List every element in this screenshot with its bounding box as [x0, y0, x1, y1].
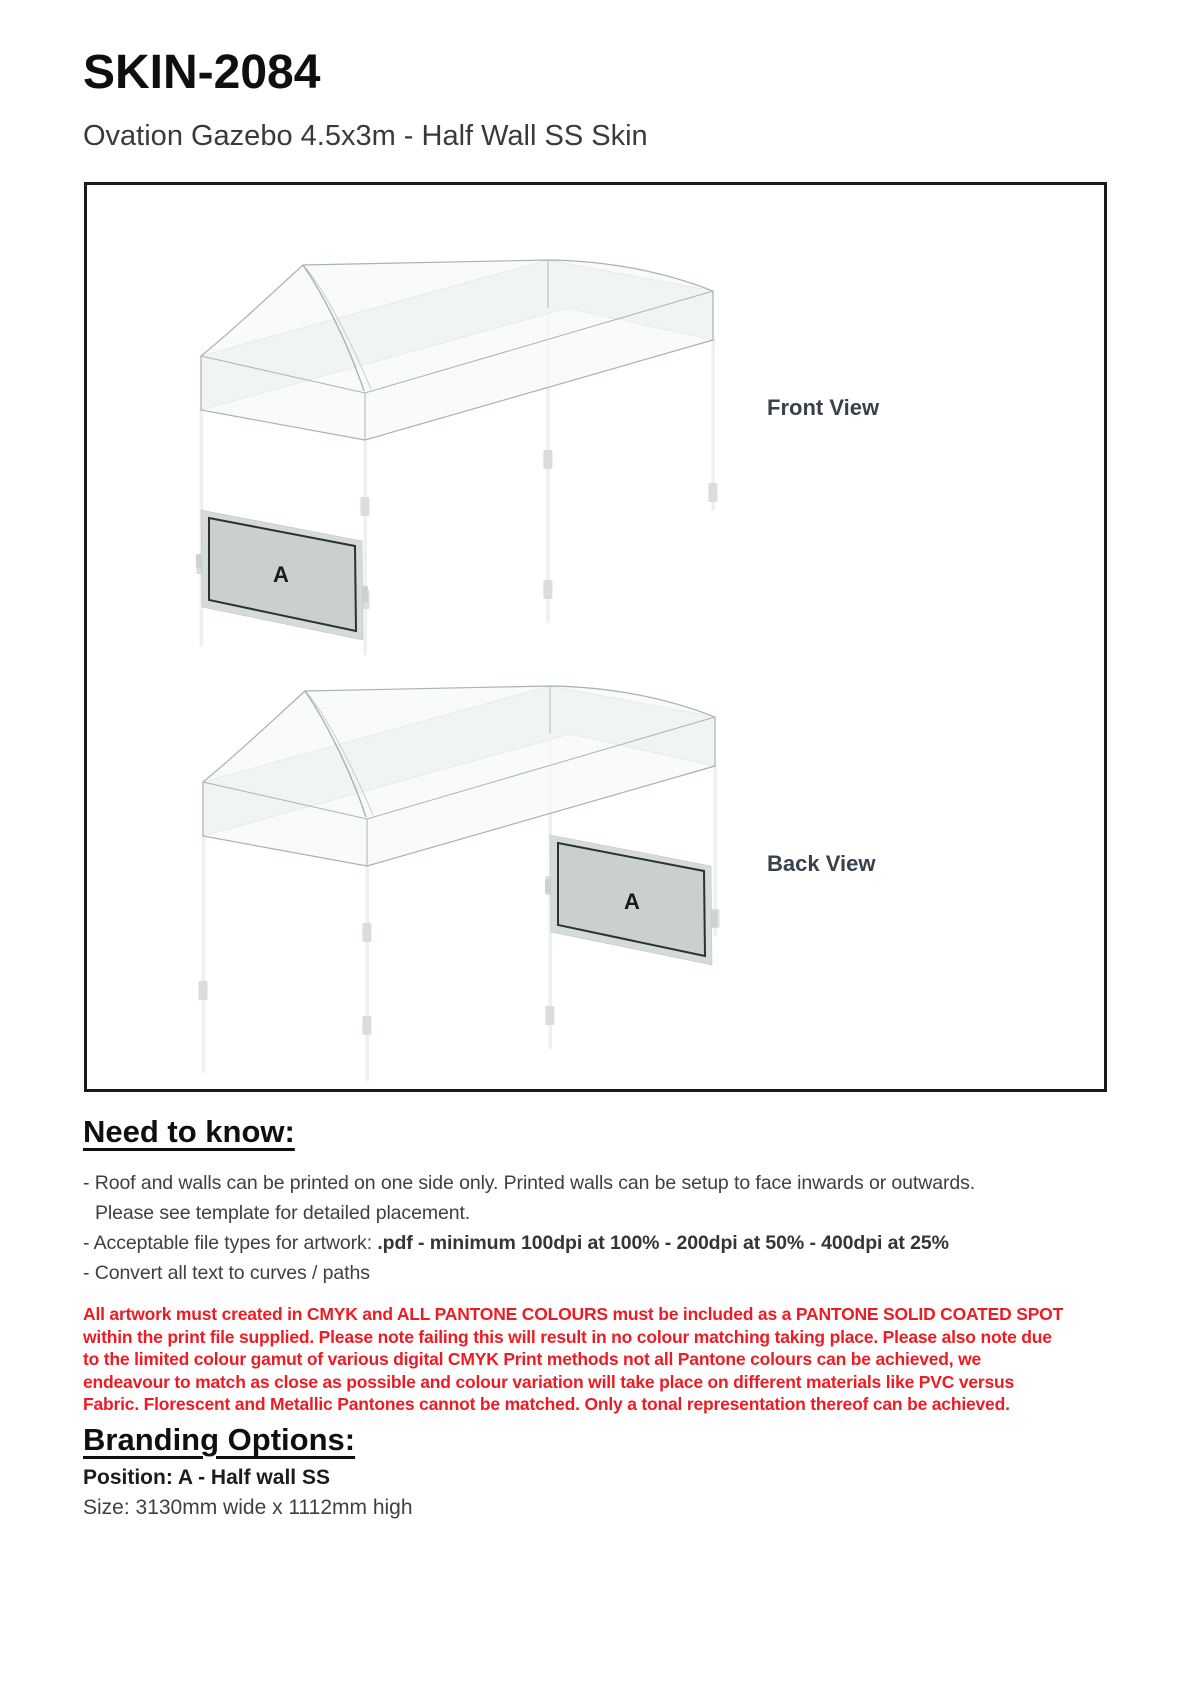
branding-options-heading: Branding Options:	[83, 1422, 356, 1457]
warning-line: endeavour to match as close as possible and colour variation will take place on different materials like PVC versus	[83, 1371, 1015, 1392]
bullet-file-types-prefix: - Acceptable file types for artwork:	[83, 1232, 378, 1254]
page-title: SKIN-2084	[83, 46, 321, 99]
diagram-box	[84, 182, 1107, 1092]
warning-line: All artwork must created in CMYK and ALL PANTONE COLOURS must be included as a PANTONE SOLID COATED SPOT	[83, 1304, 1064, 1324]
back-panel-position-label: A	[624, 889, 640, 914]
warning-line: to the limited colour gamut of various digital CMYK Print methods not all Pantone colours can be achieved, we	[83, 1349, 982, 1370]
branding-size: Size: 3130mm wide x 1112mm high	[83, 1496, 413, 1519]
page-subtitle: Ovation Gazebo 4.5x3m - Half Wall SS Skin	[83, 120, 648, 152]
bullet-curves: - Convert all text to curves / paths	[83, 1262, 370, 1284]
warning-line: Fabric. Florescent and Metallic Pantones cannot be matched. Only a tonal representation thereof can be achieved.	[83, 1394, 1010, 1415]
branding-position: Position: A - Half wall SS	[83, 1466, 330, 1489]
bullet-file-types	[83, 1228, 975, 1258]
gazebo-illustration	[87, 185, 1104, 1089]
back-view-label: Back View	[767, 851, 876, 876]
bullet-print-sides: - Roof and walls can be printed on one side only. Printed walls can be setup to face inwards or outwards.	[83, 1172, 976, 1194]
front-view-label: Front View	[767, 395, 880, 420]
need-to-know-list	[83, 1168, 975, 1288]
need-to-know-heading: Need to know:	[83, 1114, 295, 1149]
bullet-file-types-specs: .pdf - minimum 100dpi at 100% - 200dpi at 50% - 400dpi at 25%	[377, 1232, 949, 1254]
warning-line: within the print file supplied. Please note failing this will result in no colour matching taking place. Please also note due	[83, 1326, 1052, 1347]
pantone-warning	[83, 1303, 1063, 1416]
front-panel-position-label: A	[273, 562, 289, 587]
bullet-template-note: Please see template for detailed placement.	[95, 1202, 471, 1224]
